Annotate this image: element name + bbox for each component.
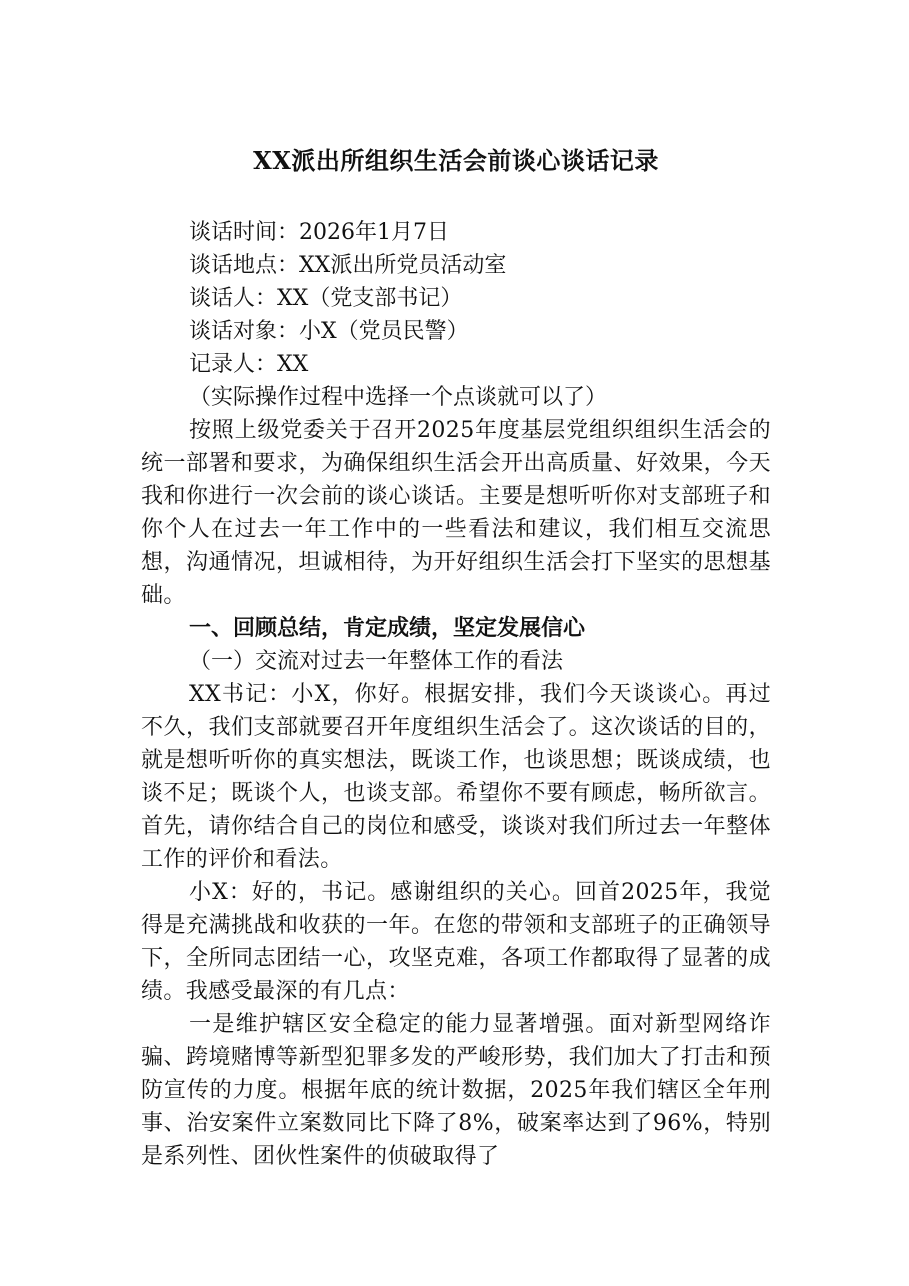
intro-paragraph: 按照上级党委关于召开2025年度基层党组织组织生活会的统一部署和要求，为确保组织生活会开出高质量、好效果，今天我和你进行一次会前的谈心谈话。主要是想听听你对支部班子和你个人在过去一年工作中的一些看法和建议，我们相互交流思想，沟通情况，坦诚相待，为开好组织生活会打下坚实的思想基础。: [141, 418, 771, 608]
document-title: XX派出所组织生活会前谈心谈话记录: [253, 146, 659, 175]
document-content: [141, 144, 771, 1173]
point-one-paragraph: 一是维护辖区安全稳定的能力显著增强。面对新型网络诈骗、跨境赌博等新型犯罪多发的严峻形势，我们加大了打击和预防宣传的力度。根据年底的统计数据，2025年我们辖区全年刑事、治安案件立案数同比下降了8%，破案率达到了96%，特别是系列性、团伙性案件的侦破取得了: [141, 1012, 771, 1169]
section-heading: 一、回顾总结，肯定成绩，坚定发展信心: [189, 615, 586, 641]
meta-target: 谈话对象：小X（党员民警）: [189, 319, 469, 344]
meta-time: 谈话时间：2026年1月7日: [189, 220, 449, 245]
operation-note: （实际操作过程中选择一个点谈就可以了）: [189, 385, 608, 410]
secretary-paragraph: XX书记：小X，你好。根据安排，我们今天谈谈心。再过不久，我们支部就要召开年度组织生活会了。这次谈话的目的，就是想听听你的真实想法，既谈工作，也谈思想；既谈成绩，也谈不足；既谈个人，也谈支部。希望你不要有顾虑，畅所欲言。首先，请你结合自己的岗位和感受，谈谈对我们所过去一年整体工作的评价和看法。: [141, 682, 771, 872]
meta-speaker: 谈话人：XX（党支部书记）: [189, 286, 463, 311]
subsection-heading: （一）交流对过去一年整体工作的看法: [189, 649, 564, 674]
meta-recorder: 记录人：XX: [189, 352, 309, 377]
reply-paragraph: 小X：好的，书记。感谢组织的关心。回首2025年，我觉得是充满挑战和收获的一年。在您的带领和支部班子的正确领导下，全所同志团结一心，攻坚克难，各项工作都取得了显著的成绩。我感受最深的有几点：: [141, 880, 771, 1004]
meta-location: 谈话地点：XX派出所党员活动室: [189, 253, 507, 278]
